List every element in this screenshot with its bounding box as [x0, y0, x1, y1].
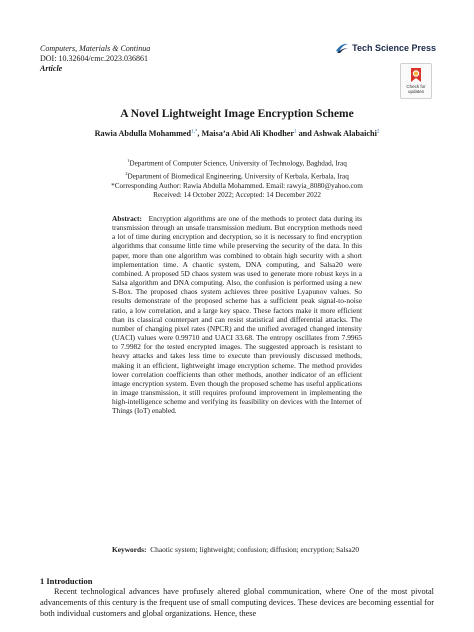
affiliation-line — [0, 156, 474, 169]
doi[interactable]: DOI: 10.32604/cmc.2023.036861 — [40, 54, 148, 63]
keywords-label: Keywords: — [112, 545, 147, 554]
abstract-text: Encryption algorithms are one of the methods to protect data during its transmission through an unsafe transmission medium. But encryption methods need a lot of time during encryption and decryption, so it is necessary to find encryption algorithms that consume little time while preserving the security of the data. In this paper, more than one algorithm was combined to obtain high security with a short implementation time. A chaotic system, DNA computing, and Salsa20 were combined. A proposed 5D chaos system was used to generate more robust keys in a Salsa algorithm and DNA computing. Also, the confusion is performed using a new S-Box. The proposed chaos system achieves three positive Lyapunov values. So results demonstrate of the proposed scheme has a sufficient peak signal-to-noise ratio, a low correlation, and a large key space. These factors make it more efficient than its classical counterpart and can resist statistical and differential attacks. The number of changing pixel rates (NPCR) and the unified averaged changed intensity (UACI) values were 0.99710 and UACI 33.68. The entropy oscillates from 7.9965 to 7.9982 for the tested encrypted images. The suggested approach is resistant to heavy attacks and takes less time to execute than previously discussed methods, making it an efficient, lightweight image encryption scheme. The method provides lower correlation coefficients than other methods, another indicator of an efficient image encryption system. Even though the proposed scheme has useful applications in image transmission, it still requires profound improvement in implementing the high-intelligence scheme and verifying its feasibility on devices with the Internet of Things (IoT) enabled. — [112, 214, 362, 416]
check-updates-label: Check for updates — [406, 84, 426, 94]
section-heading: 1 Introduction — [40, 576, 93, 586]
affiliation-text: Department of Computer Science, University of Technology, Baghdad, Iraq — [129, 159, 347, 168]
corresponding-author: *Corresponding Author: Rawia Abdulla Mohammed. Email: rawyia_8080@yahoo.com — [111, 181, 363, 190]
author-affiliation-mark[interactable]: 1,* — [191, 129, 198, 135]
affiliation-mark: 2 — [125, 170, 128, 176]
author-name: Rawia Abdulla Mohammed — [94, 129, 192, 138]
affiliations — [0, 156, 474, 201]
publisher-name: Tech Science Press — [352, 43, 436, 53]
author-name: Ashwak Alabaichi — [313, 129, 377, 138]
check-updates-badge[interactable] — [400, 63, 432, 99]
author-affiliation-mark[interactable]: 2 — [376, 129, 380, 135]
publisher-swoosh-icon — [335, 42, 349, 54]
journal-name: Computers, Materials & Continua — [40, 44, 151, 53]
author-separator: and — [296, 129, 314, 138]
journal-header — [40, 44, 150, 74]
received-accepted-dates: Received: 14 October 2022; Accepted: 14 December 2022 — [153, 191, 321, 200]
abstract-label: Abstract: — [112, 214, 142, 223]
publisher-logo — [335, 42, 436, 54]
author-separator: , — [197, 129, 202, 138]
keywords-text: Chaotic system; lightweight; confusion; diffusion; encryption; Salsa20 — [150, 545, 360, 554]
introduction-paragraph: Recent technological advances have profusely altered global communication, where One of the most pivotal advancements of this century is the frequent use of small computing devices. These devices are becoming essential for both individual customers and global organizations. Hence, these — [40, 587, 434, 618]
affiliation-text: Department of Biomedical Engineering, University of Kerbala, Kerbala, Iraq — [127, 172, 349, 181]
author-affiliation-mark[interactable]: 1 — [294, 129, 297, 135]
article-type: Article — [40, 64, 63, 73]
keywords — [112, 545, 362, 554]
bookmark-icon — [409, 67, 423, 83]
author-name: Maisa’a Abid Ali Khodher — [201, 129, 295, 138]
affiliation-mark: 1 — [127, 158, 130, 163]
paper-title: A Novel Lightweight Image Encryption Scheme — [120, 108, 354, 120]
abstract — [112, 214, 362, 415]
affiliation-line — [0, 169, 474, 182]
author-list — [0, 129, 474, 138]
